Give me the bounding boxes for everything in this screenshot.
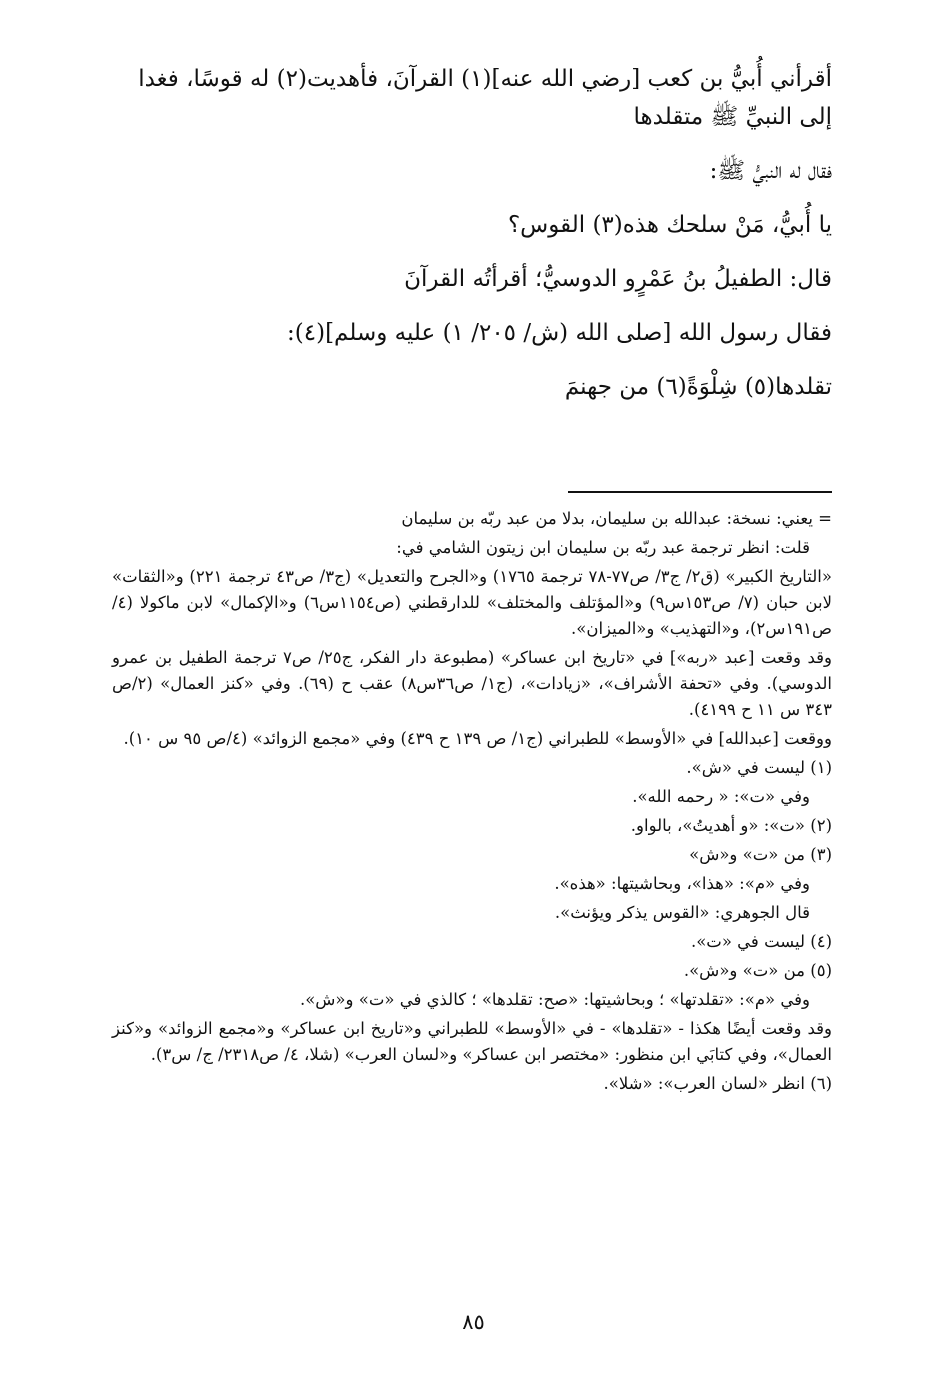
footnote-line: وفي «ت»: « رحمه الله». xyxy=(632,787,810,806)
footnote-3: (٣) من «ت» و«ش» xyxy=(689,845,832,864)
footnote-paragraph: ووقعت [عبدالله] في «الأوسط» للطبراني (ج١/ ص ١٣٩ ح ٤٣٩) وفي «مجمع الزوائد» (٤/ص ٩٥ س ١٠). xyxy=(123,729,832,748)
main-line: إلى النبيِّ ﷺ متقلدها xyxy=(633,104,832,130)
main-line: قال: الطفيلُ بنُ عَمْرٍو الدوسيُّ؛ أقرأتُه القرآنَ xyxy=(404,266,832,292)
footnote-separator xyxy=(568,491,832,493)
footnote-line: = يعني: نسخة: عبدالله بن سليمان، بدلا من عبد ربّه بن سليمان xyxy=(401,509,832,528)
footnote-paragraph: وقد وقعت أيضًا هكذا - «تقلدها» - في «الأوسط» للطبراني و«تاريخ ابن عساكر» و«مجمع الزوائد» و«كنز العمال»، وفي كتابَي ابن منظور: «مختصر ابن عساكر» و«لسان العرب» (شلا، ٤/ ص٢٣١٨/ ج/ س٣). xyxy=(112,1019,832,1064)
footnote-line: قال الجوهري: «القوس يذكر ويؤنث». xyxy=(554,903,810,922)
footnote-4: (٤) ليست في «ت». xyxy=(690,932,832,951)
footnote-2: (٢) «ت»: «و أهديتُ»، بالواو. xyxy=(630,816,832,835)
main-text xyxy=(102,60,832,406)
footnote-line: قلت: انظر ترجمة عبد ربّه بن سليمان ابن زيتون الشامي في: xyxy=(396,538,810,557)
footnote-paragraph: «التاريخ الكبير» (ق٢/ ج٣/ ص٧٧-٧٨ ترجمة ١٧٦٥) و«الجرح والتعديل» (ج٣/ ص٤٣ ترجمة ٢٢١) و«الثقات» لابن حبان (٧/ ص١٥٣س٩) و«المؤتلف والمختلف» للدارقطني (ص١١٥٤س٦) و«الإكمال» لابن ماكولا (٤/ ص١٩١س٢)، و«التهذيب» و«الميزان». xyxy=(112,567,832,638)
main-line: فقال رسول الله [صلى الله (ش/ ٢٠٥/ ١) عليه وسلم](٤): xyxy=(287,320,832,346)
footnotes xyxy=(112,506,832,1100)
footnote-line: وفي «م»: «تقلدتها» ؛ وبحاشيتها: «صح: تقلدها» ؛ كالذي في «ت» و«ش». xyxy=(299,990,810,1009)
main-line: تقلدها(٥) شِلْوَةً(٦) من جهنمَ xyxy=(564,374,832,400)
footnote-5: (٥) من «ت» و«ش». xyxy=(683,961,832,980)
main-line: فقال له النبيُّ ﷺ: xyxy=(709,158,832,184)
main-line: يا أُبيُّ، مَنْ سلحك هذه(٣) القوس؟ xyxy=(507,212,832,238)
footnote-6: (٦) انظر «لسان العرب»: «شلا». xyxy=(603,1074,832,1093)
main-line: أقرأني أُبيُّ بن كعب [رضي الله عنه](١) القرآنَ، فأهديت(٢) له قوسًا، فغدا xyxy=(138,66,832,92)
footnote-1: (١) ليست في «ش». xyxy=(686,758,832,777)
page-number: ٨٥ xyxy=(462,1310,485,1334)
footnote-paragraph: وقد وقعت [عبد «ربه»] في «تاريخ ابن عساكر» (مطبوعة دار الفكر، ج٢٥/ ص٧ ترجمة الطفيل بن عمرو الدوسي). وفي «تحفة الأشراف»، «زيادات»، (ج١/ ص٣٦س٨) عقب ح (٦٩). وفي «كنز العمال» (٢/ص ٣٤٣ س ١١ ح ٤١٩٩). xyxy=(112,648,832,719)
footnote-line: وفي «م»: «هذا»، وبحاشيتها: «هذه». xyxy=(554,874,810,893)
